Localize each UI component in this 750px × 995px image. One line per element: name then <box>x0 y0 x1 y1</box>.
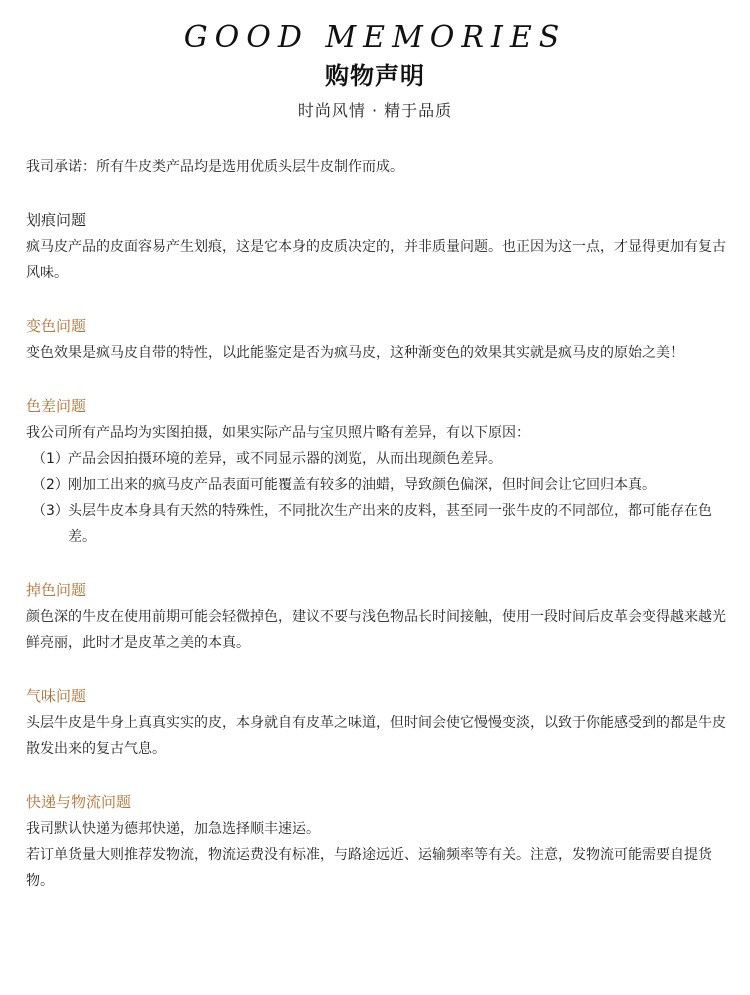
list-item <box>26 472 726 498</box>
header <box>0 18 750 124</box>
list-item-text: 头层牛皮本身具有天然的特殊性，不同批次生产出来的皮料，甚至同一张牛皮的不同部位，都可能存在色差。 <box>68 503 712 545</box>
commitment-text: 我司承诺：所有牛皮类产品均是选用优质头层牛皮制作而成。 <box>26 159 404 175</box>
section-color-difference <box>26 392 726 550</box>
section-shipping <box>26 788 726 894</box>
list-item-number: （1） <box>32 451 69 467</box>
statement-content <box>26 154 726 894</box>
list-item-number: （2） <box>32 477 69 493</box>
commitment-section <box>26 154 726 180</box>
section-text-fading: 颜色深的牛皮在使用前期可能会轻微掉色，建议不要与浅色物品长时间接触，使用一段时间后皮革会变得越来越光鲜亮丽，此时才是皮革之美的本真。 <box>26 609 726 651</box>
list-item <box>26 498 726 550</box>
list-item-number: （3） <box>32 503 69 519</box>
list-item-text: 刚加工出来的疯马皮产品表面可能覆盖有较多的油蜡，导致颜色偏深，但时间会让它回归本真。 <box>68 477 656 493</box>
section-text-shipping-freight: 若订单货量大则推荐发物流，物流运费没有标准，与路途远近、运输频率等有关。注意，发物流可能需要自提货物。 <box>26 847 712 889</box>
section-text-shipping-courier: 我司默认快递为德邦快递，加急选择顺丰速运。 <box>26 821 320 837</box>
brand-logo-text: GOOD MEMORIES <box>183 20 567 55</box>
section-title-color-difference: 色差问题 <box>26 397 87 415</box>
section-title-scratch: 划痕问题 <box>26 211 87 229</box>
page-title: 购物声明 <box>325 62 425 90</box>
section-title-fading: 掉色问题 <box>26 581 87 599</box>
list-item <box>26 446 726 472</box>
section-scratch <box>26 206 726 286</box>
section-text-color-difference: 我公司所有产品均为实图拍摄，如果实际产品与宝贝照片略有差异，有以下原因： <box>26 425 530 441</box>
section-text-scratch: 疯马皮产品的皮面容易产生划痕，这是它本身的皮质决定的，并非质量问题。也正因为这一点，才显得更加有复古风味。 <box>26 239 726 281</box>
section-title-shipping: 快递与物流问题 <box>26 793 132 811</box>
section-fading <box>26 576 726 656</box>
section-text-odor: 头层牛皮是牛身上真真实实的皮，本身就自有皮革之味道，但时间会使它慢慢变淡，以致于你能感受到的都是牛皮散发出来的复古气息。 <box>26 715 726 757</box>
section-odor <box>26 682 726 762</box>
section-text-discoloration: 变色效果是疯马皮自带的特性，以此能鉴定是否为疯马皮，这种渐变色的效果其实就是疯马皮的原始之美！ <box>26 345 684 361</box>
section-discoloration <box>26 312 726 366</box>
list-item-text: 产品会因拍摄环境的差异，或不同显示器的浏览，从而出现颜色差异。 <box>68 451 502 467</box>
section-title-odor: 气味问题 <box>26 687 87 705</box>
page-subtitle: 时尚风情 · 精于品质 <box>297 101 453 120</box>
section-title-discoloration: 变色问题 <box>26 317 87 335</box>
